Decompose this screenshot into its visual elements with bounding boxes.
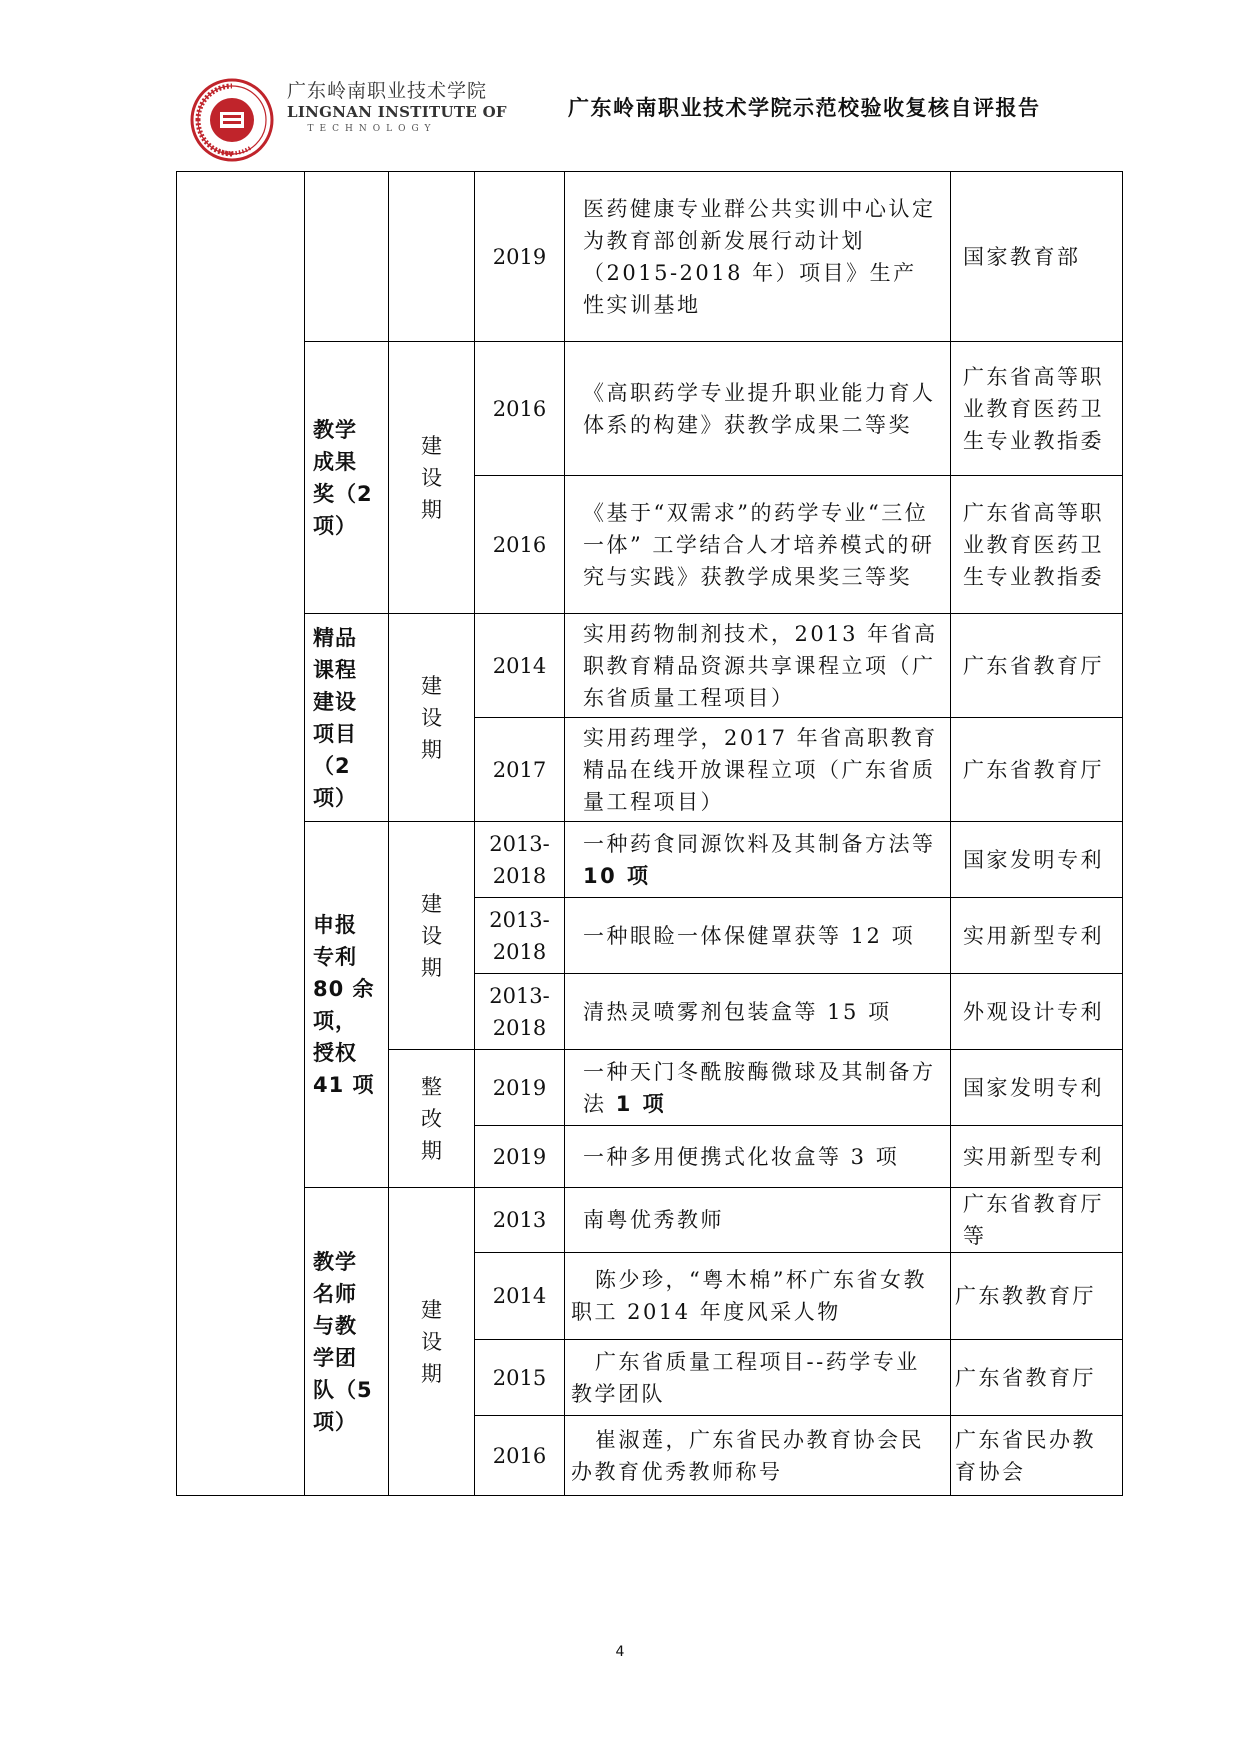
category-cell bbox=[305, 342, 389, 614]
organization-cell: 广东省教育厅 bbox=[951, 718, 1123, 822]
organization-cell: 实用新型专利 bbox=[951, 898, 1123, 974]
organization-cell: 广东省教育厅 bbox=[951, 1340, 1123, 1416]
description-cell: 广东省质量工程项目--药学专业教学团队 bbox=[565, 1340, 951, 1416]
report-title: 广东岭南职业技术学院示范校验收复核自评报告 bbox=[568, 96, 1041, 120]
description-cell bbox=[565, 1050, 951, 1126]
achievements-table bbox=[176, 171, 1123, 1496]
category-cell bbox=[305, 1188, 389, 1496]
period-cell bbox=[389, 822, 475, 1050]
year-cell: 2016 bbox=[475, 476, 565, 614]
description-cell: 一种多用便携式化妆盒等 3 项 bbox=[565, 1126, 951, 1188]
description-cell: 南粤优秀教师 bbox=[565, 1188, 951, 1253]
school-name-en-sub: TECHNOLOGY bbox=[307, 124, 437, 134]
outer-category-cell bbox=[177, 172, 305, 1496]
description-cell bbox=[565, 822, 951, 898]
category-cell bbox=[305, 822, 389, 1188]
description-cell: 崔淑莲，广东省民办教育协会民办教育优秀教师称号 bbox=[565, 1416, 951, 1496]
school-logo-text bbox=[287, 80, 507, 136]
year-cell: 2013-2018 bbox=[475, 898, 565, 974]
category-cell bbox=[305, 172, 389, 342]
period-cell bbox=[389, 342, 475, 614]
table-row bbox=[177, 822, 1123, 898]
description-text: 一种药食同源饮料及其制备方法等 bbox=[583, 831, 936, 856]
category-label: 教学成果奖（2 项） bbox=[313, 417, 373, 538]
description-cell: 《基于“双需求”的药学专业“三位一体” 工学结合人才培养模式的研究与实践》获教学成果奖三等奖 bbox=[565, 476, 951, 614]
organization-cell: 广东省高等职业教育医药卫生专业教指委 bbox=[951, 342, 1123, 476]
description-cell: 实用药物制剂技术，2013 年省高职教育精品资源共享课程立项（广东省质量工程项目） bbox=[565, 614, 951, 718]
year-cell: 2019 bbox=[475, 1050, 565, 1126]
period-cell bbox=[389, 172, 475, 342]
year-cell: 2019 bbox=[475, 172, 565, 342]
organization-cell: 广东教教育厅 bbox=[951, 1253, 1123, 1340]
organization-cell: 实用新型专利 bbox=[951, 1126, 1123, 1188]
organization-cell: 国家教育部 bbox=[951, 172, 1123, 342]
organization-cell: 广东省教育厅 bbox=[951, 614, 1123, 718]
category-label: 教学名师与教学团队（5 项） bbox=[313, 1249, 373, 1434]
year-cell: 2013 bbox=[475, 1188, 565, 1253]
period-label: 建设期 bbox=[421, 673, 442, 762]
page-number: 4 bbox=[615, 1644, 625, 1660]
description-cell: 清热灵喷雾剂包装盒等 15 项 bbox=[565, 974, 951, 1050]
year-cell: 2017 bbox=[475, 718, 565, 822]
school-seal-logo bbox=[190, 78, 274, 162]
year-cell: 2014 bbox=[475, 614, 565, 718]
organization-cell: 广东省教育厅等 bbox=[951, 1188, 1123, 1253]
year-cell: 2016 bbox=[475, 342, 565, 476]
description-cell: 陈少珍，“粤木棉”杯广东省女教职工 2014 年度风采人物 bbox=[565, 1253, 951, 1340]
period-label: 建设期 bbox=[421, 433, 442, 522]
description-text: 一种天门冬酰胺酶微球及其制备方法 bbox=[583, 1059, 936, 1116]
description-cell: 实用药理学，2017 年省高职教育精品在线开放课程立项（广东省质量工程项目） bbox=[565, 718, 951, 822]
description-count: 1 项 bbox=[615, 1091, 667, 1116]
year-cell: 2013-2018 bbox=[475, 974, 565, 1050]
school-name-cn: 广东岭南职业技术学院 bbox=[287, 80, 488, 102]
year-cell: 2019 bbox=[475, 1126, 565, 1188]
organization-cell: 广东省民办教育协会 bbox=[951, 1416, 1123, 1496]
description-cell: 医药健康专业群公共实训中心认定为教育部创新发展行动计划（2015-2018 年）项目》生产性实训基地 bbox=[565, 172, 951, 342]
year-cell: 2016 bbox=[475, 1416, 565, 1496]
category-label: 申报专利 80 余项，授权 41 项 bbox=[313, 912, 375, 1097]
period-label: 整改期 bbox=[421, 1074, 442, 1163]
organization-cell: 广东省高等职业教育医药卫生专业教指委 bbox=[951, 476, 1123, 614]
year-cell: 2015 bbox=[475, 1340, 565, 1416]
category-label: 精品课程建设项目（2 项） bbox=[313, 625, 357, 810]
page-header bbox=[0, 0, 1240, 160]
period-label: 建设期 bbox=[421, 1297, 442, 1386]
year-cell: 2014 bbox=[475, 1253, 565, 1340]
table-row bbox=[177, 1188, 1123, 1253]
school-name-en: LINGNAN INSTITUTE OF bbox=[287, 103, 507, 121]
period-label: 建设期 bbox=[421, 891, 442, 980]
period-cell bbox=[389, 1188, 475, 1496]
description-cell: 一种眼睑一体保健罩获等 12 项 bbox=[565, 898, 951, 974]
period-cell bbox=[389, 614, 475, 822]
table-row bbox=[177, 614, 1123, 718]
period-cell bbox=[389, 1050, 475, 1188]
organization-cell: 国家发明专利 bbox=[951, 822, 1123, 898]
description-cell: 《高职药学专业提升职业能力育人体系的构建》获教学成果二等奖 bbox=[565, 342, 951, 476]
table-row bbox=[177, 172, 1123, 342]
year-cell: 2013-2018 bbox=[475, 822, 565, 898]
table-row bbox=[177, 342, 1123, 476]
category-cell bbox=[305, 614, 389, 822]
description-count: 10 项 bbox=[583, 863, 651, 888]
organization-cell: 外观设计专利 bbox=[951, 974, 1123, 1050]
organization-cell: 国家发明专利 bbox=[951, 1050, 1123, 1126]
